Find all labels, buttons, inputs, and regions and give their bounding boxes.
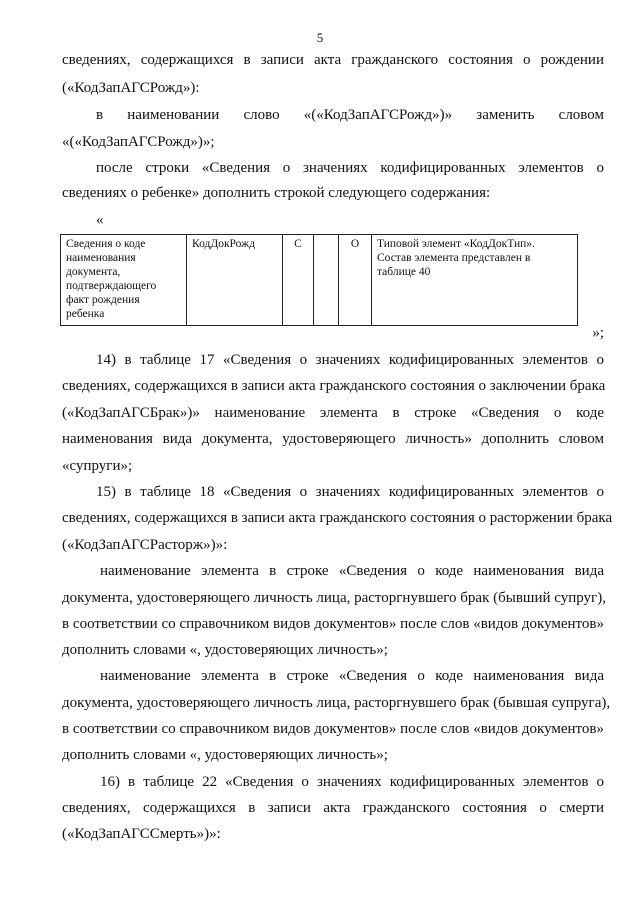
text-line: сведениях, содержащихся в записи акта гражданского состояния о смерти <box>62 800 604 816</box>
size-cell <box>314 235 339 326</box>
text-line: «(«КодЗапАГСРожд»)»; <box>62 134 215 150</box>
text-line: 15) в таблице 18 «Сведения о значениях кодифицированных элементов о <box>96 484 604 500</box>
cell-text: подтверждающего <box>66 280 157 292</box>
cell-text: документа, <box>66 266 121 278</box>
text-line: после строки «Сведения о значениях кодифицированных элементов о <box>96 160 604 176</box>
text-line: в соответствии со справочником видов документов» после слов «видов документов» <box>62 616 604 632</box>
cell-text: факт рождения <box>66 294 140 306</box>
cell-text: Состав элемента представлен в <box>377 252 531 264</box>
cell-text: наименования <box>66 252 136 264</box>
text-line: наименования вида документа, удостоверяющего личность» дополнить словом <box>62 431 604 447</box>
text-line: («КодЗапАГССмерть»)»: <box>62 826 221 842</box>
opening-quote: « <box>96 212 104 228</box>
format-cell: С <box>283 235 314 326</box>
text-line: документа, удостоверяющего личность лица, расторгнувшего брак (бывший супруг), <box>62 590 606 606</box>
text-line: наименование элемента в строке «Сведения о коде наименования вида <box>100 668 604 684</box>
text-line: сведениях, содержащихся в записи акта гражданского состояния о заключении брака <box>62 378 606 394</box>
required-cell: О <box>339 235 372 326</box>
inserted-table-row <box>60 234 578 326</box>
page-number: 5 <box>316 30 324 45</box>
closing-quote: »; <box>592 325 604 341</box>
text-line: сведениях, содержащихся в записи акта гражданского состояния о расторжении брака <box>62 510 613 526</box>
text-line: 14) в таблице 17 «Сведения о значениях кодифицированных элементов о <box>96 352 604 368</box>
text-line: в соответствии со справочником видов документов» после слов «видов документов» <box>62 721 604 737</box>
text-line: 16) в таблице 22 «Сведения о значениях кодифицированных элементов о <box>100 774 604 790</box>
text-line: («КодЗапАГСРасторж»)»: <box>62 537 228 553</box>
text-line: документа, удостоверяющего личность лица, расторгнувшего брак (бывшая супруга), <box>62 695 611 711</box>
text-line: дополнить словами «, удостоверяющих личность»; <box>62 642 388 658</box>
text-line: («КодЗапАГСБрак»)» наименование элемента в строке «Сведения о коде <box>62 405 604 421</box>
cell-text: Типовой элемент «КодДокТип». <box>377 238 535 250</box>
description-cell <box>372 235 578 326</box>
element-name-cell <box>61 235 187 326</box>
text-line: дополнить словами «, удостоверяющих личность»; <box>62 747 388 763</box>
text-line: «супруги»; <box>62 458 133 474</box>
element-code-cell: КодДокРожд <box>187 235 283 326</box>
cell-text: Сведения о коде <box>66 238 146 250</box>
text-line: наименование элемента в строке «Сведения о коде наименования вида <box>100 563 604 579</box>
table-row <box>61 235 578 326</box>
text-line: («КодЗапАГСРожд»): <box>62 80 200 96</box>
text-line: в наименовании слово «(«КодЗапАГСРожд»)» заменить словом <box>96 107 604 123</box>
text-line: сведениях, содержащихся в записи акта гражданского состояния о рождении <box>62 52 604 68</box>
cell-text: ребенка <box>66 308 105 320</box>
text-line: сведениях о ребенке» дополнить строкой следующего содержания: <box>62 185 491 201</box>
cell-text: таблице 40 <box>377 266 431 278</box>
